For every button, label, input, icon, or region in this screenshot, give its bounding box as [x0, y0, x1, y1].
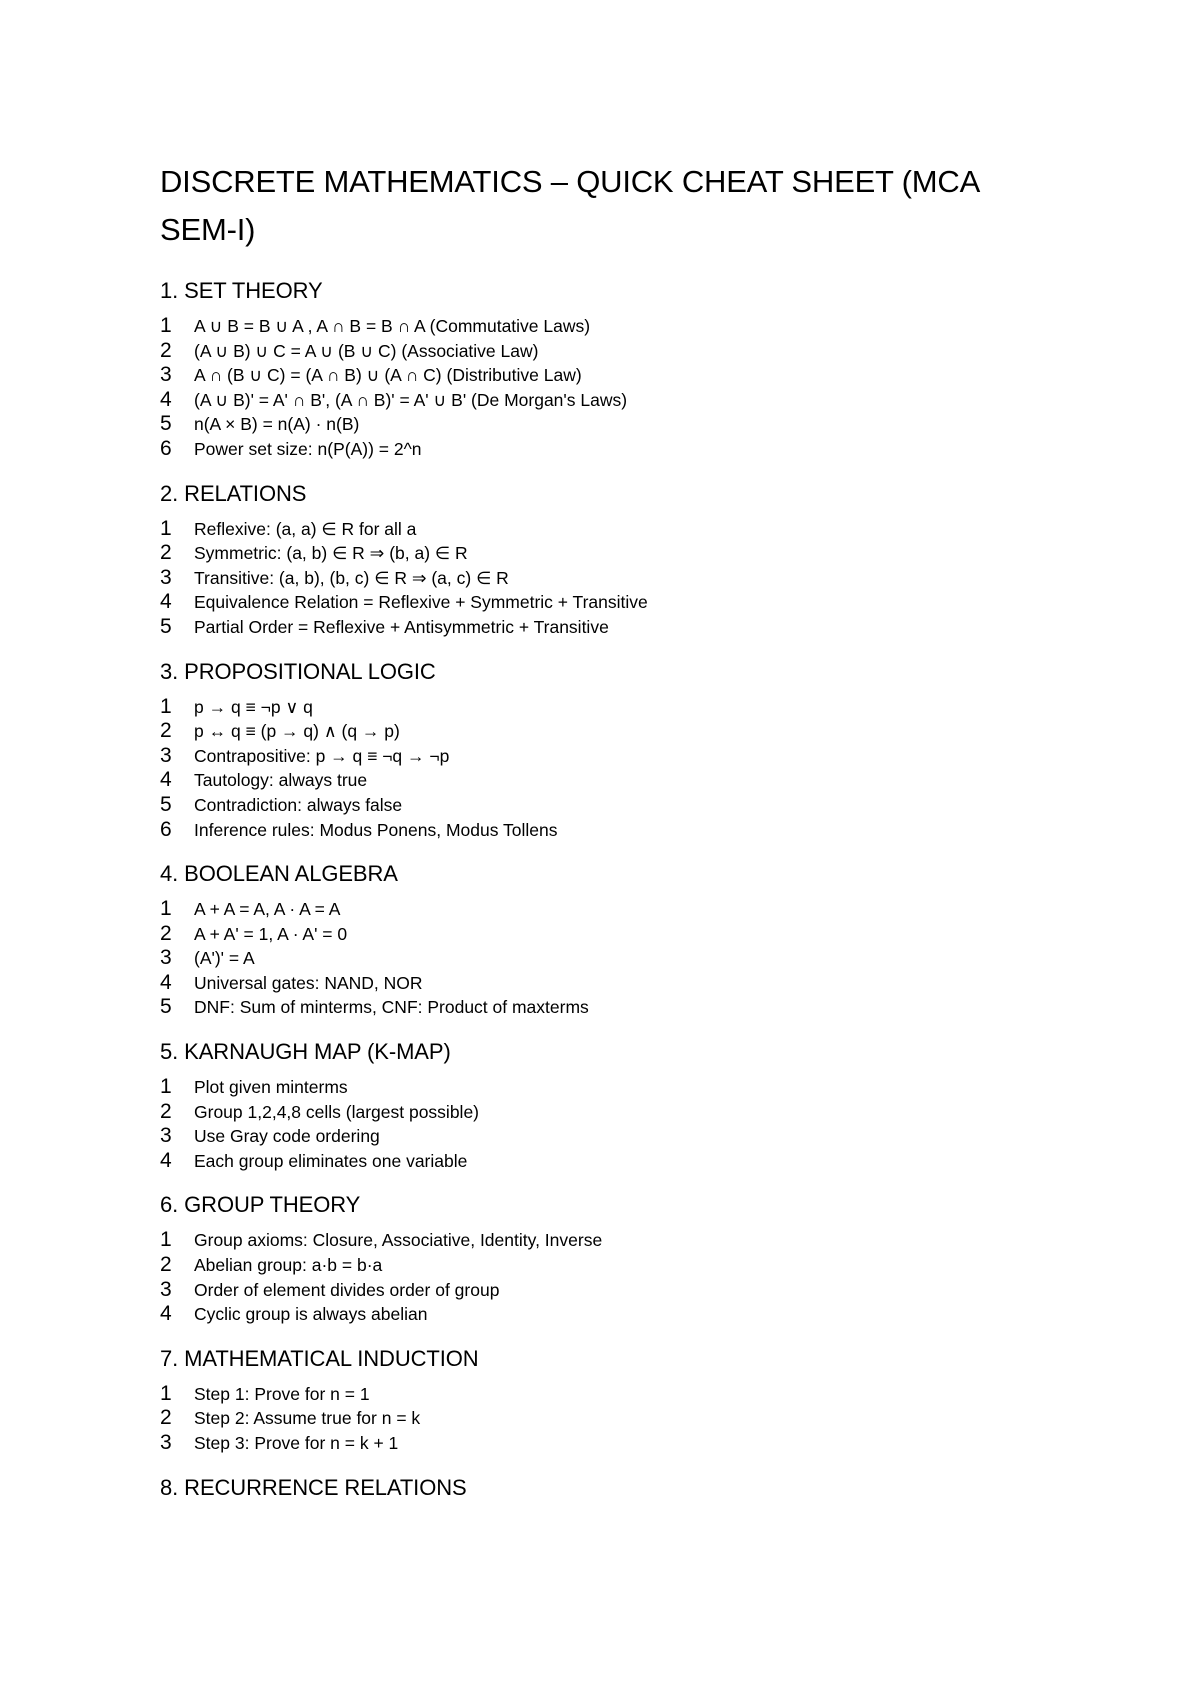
- list-item: [160, 1149, 1060, 1174]
- list-item: [160, 541, 1060, 566]
- section-heading: 6. GROUP THEORY: [160, 1192, 361, 1218]
- list-item-text: A ∩ (B ∪ C) = (A ∩ B) ∪ (A ∩ C) (Distributive Law): [194, 365, 582, 386]
- list-item-text: A + A = A, A · A = A: [194, 899, 341, 920]
- list-item-text: Power set size: n(P(A)) = 2^n: [194, 438, 422, 459]
- list-item-number: 1: [160, 1228, 172, 1252]
- list-item-text: Universal gates: NAND, NOR: [194, 972, 423, 993]
- list-item-text: Contrapositive: p → q ≡ ¬q → ¬p: [194, 745, 450, 766]
- list-item-text: Order of element divides order of group: [194, 1279, 500, 1300]
- list-item-number: 2: [160, 719, 172, 743]
- list-item-text: DNF: Sum of minterms, CNF: Product of maxterms: [194, 997, 589, 1018]
- section: [160, 860, 1060, 1020]
- section: [160, 658, 1060, 843]
- list-item-number: 2: [160, 1253, 172, 1277]
- list-item-text: Symmetric: (a, b) ∈ R ⇒ (b, a) ∈ R: [194, 543, 468, 564]
- list-item: [160, 1431, 1060, 1456]
- list-item-number: 4: [160, 768, 172, 792]
- list-item-text: Reflexive: (a, a) ∈ R for all a: [194, 518, 417, 539]
- list-item-text: Each group eliminates one variable: [194, 1150, 468, 1171]
- list-item-text: Group 1,2,4,8 cells (largest possible): [194, 1101, 479, 1122]
- section: [160, 1345, 1060, 1456]
- list-item: [160, 897, 1060, 922]
- list-item: [160, 1100, 1060, 1125]
- list-item-number: 1: [160, 314, 172, 337]
- list-item-text: Use Gray code ordering: [194, 1126, 380, 1147]
- list-item-text: Transitive: (a, b), (b, c) ∈ R ⇒ (a, c) ∈ R: [194, 567, 509, 588]
- list-item: [160, 339, 1060, 364]
- list-item-number: 1: [160, 694, 172, 718]
- list-item: [160, 314, 1060, 339]
- document-page: [160, 158, 1060, 1520]
- list-item-text: (A ∪ B) ∪ C = A ∪ (B ∪ C) (Associative Law): [194, 340, 539, 361]
- list-item-text: n(A × B) = n(A) · n(B): [194, 414, 360, 435]
- list-item: [160, 971, 1060, 996]
- list-item-text: p ↔ q ≡ (p → q) ∧ (q → p): [194, 721, 400, 742]
- list-item: [160, 1278, 1060, 1303]
- list-item: [160, 922, 1060, 947]
- list-item-text: Cyclic group is always abelian: [194, 1304, 428, 1325]
- list-item-number: 3: [160, 1431, 172, 1454]
- list-item-number: 1: [160, 897, 172, 921]
- list-item-number: 5: [160, 614, 172, 638]
- list-item: [160, 363, 1060, 388]
- list-item: [160, 695, 1060, 720]
- list-item-number: 4: [160, 970, 172, 994]
- list-item-text: Step 2: Assume true for n = k: [194, 1408, 421, 1429]
- list-item-number: 2: [160, 921, 172, 945]
- section-item-list: [160, 695, 1060, 843]
- section-item-list: [160, 314, 1060, 462]
- list-item-number: 2: [160, 1099, 172, 1123]
- list-item: [160, 1228, 1060, 1253]
- list-item: [160, 1302, 1060, 1327]
- list-item-text: p → q ≡ ¬p ∨ q: [194, 696, 313, 717]
- list-item: [160, 793, 1060, 818]
- section: [160, 277, 1060, 462]
- section: [160, 1474, 1060, 1502]
- section: [160, 480, 1060, 640]
- list-item-text: Plot given minterms: [194, 1077, 348, 1098]
- list-item-text: A + A' = 1, A · A' = 0: [194, 923, 348, 944]
- list-item: [160, 946, 1060, 971]
- list-item-number: 4: [160, 1302, 172, 1326]
- list-item: [160, 1406, 1060, 1431]
- list-item: [160, 615, 1060, 640]
- section-item-list: [160, 517, 1060, 640]
- section-heading: 5. KARNAUGH MAP (K-MAP): [160, 1039, 451, 1065]
- list-item-number: 1: [160, 1075, 172, 1099]
- list-item-number: 4: [160, 387, 172, 411]
- list-item-text: (A')' = A: [194, 948, 255, 969]
- section-heading: 2. RELATIONS: [160, 480, 307, 506]
- list-item: [160, 437, 1060, 462]
- sections-container: [160, 277, 1060, 1502]
- list-item-text: Inference rules: Modus Ponens, Modus Tollens: [194, 819, 558, 840]
- list-item-text: Step 3: Prove for n = k + 1: [194, 1433, 399, 1453]
- list-item-number: 2: [160, 1406, 172, 1430]
- section-item-list: [160, 1075, 1060, 1173]
- list-item-number: 3: [160, 1124, 172, 1148]
- list-item-number: 5: [160, 995, 172, 1019]
- section: [160, 1038, 1060, 1173]
- list-item-number: 3: [160, 946, 172, 970]
- list-item: [160, 768, 1060, 793]
- list-item: [160, 1253, 1060, 1278]
- section-heading: 1. SET THEORY: [160, 278, 323, 303]
- section-item-list: [160, 897, 1060, 1020]
- list-item: [160, 719, 1060, 744]
- list-item-number: 2: [160, 541, 172, 565]
- section-heading: 3. PROPOSITIONAL LOGIC: [160, 658, 436, 684]
- list-item-number: 4: [160, 590, 172, 614]
- list-item: [160, 388, 1060, 413]
- list-item-number: 3: [160, 1277, 172, 1301]
- list-item-text: Contradiction: always false: [194, 794, 403, 815]
- list-item: [160, 818, 1060, 843]
- section-item-list: [160, 1228, 1060, 1326]
- list-item-number: 5: [160, 792, 172, 816]
- list-item-text: Partial Order = Reflexive + Antisymmetric + Transitive: [194, 616, 609, 637]
- list-item-text: Step 1: Prove for n = 1: [194, 1383, 370, 1404]
- list-item: [160, 744, 1060, 769]
- list-item-number: 3: [160, 363, 172, 387]
- list-item-text: A ∪ B = B ∪ A , A ∩ B = B ∩ A (Commutative Laws): [194, 316, 591, 336]
- list-item: [160, 1382, 1060, 1407]
- list-item: [160, 995, 1060, 1020]
- list-item-text: Group axioms: Closure, Associative, Identity, Inverse: [194, 1230, 603, 1251]
- list-item-number: 6: [160, 436, 172, 460]
- section-heading: 7. MATHEMATICAL INDUCTION: [160, 1345, 479, 1371]
- section-item-list: [160, 1382, 1060, 1456]
- list-item: [160, 1124, 1060, 1149]
- section-heading: 4. BOOLEAN ALGEBRA: [160, 861, 398, 887]
- list-item-text: Abelian group: a·b = b·a: [194, 1255, 383, 1276]
- list-item-number: 1: [160, 1381, 172, 1405]
- list-item: [160, 590, 1060, 615]
- section: [160, 1191, 1060, 1326]
- list-item: [160, 517, 1060, 542]
- list-item-number: 1: [160, 516, 172, 540]
- list-item: [160, 412, 1060, 437]
- list-item-number: 3: [160, 565, 172, 589]
- document-title: DISCRETE MATHEMATICS – QUICK CHEAT SHEET (MCA SEM-I): [160, 164, 979, 247]
- list-item-text: Tautology: always true: [194, 770, 368, 791]
- list-item: [160, 566, 1060, 591]
- list-item-number: 6: [160, 817, 172, 841]
- list-item-number: 3: [160, 743, 172, 767]
- list-item-number: 4: [160, 1148, 172, 1172]
- list-item-number: 5: [160, 412, 172, 436]
- section-heading: 8. RECURRENCE RELATIONS: [160, 1474, 467, 1500]
- list-item-text: Equivalence Relation = Reflexive + Symmetric + Transitive: [194, 592, 648, 613]
- list-item-number: 2: [160, 338, 172, 362]
- list-item-text: (A ∪ B)' = A' ∩ B', (A ∩ B)' = A' ∪ B' (De Morgan's Laws): [194, 389, 628, 410]
- list-item: [160, 1075, 1060, 1100]
